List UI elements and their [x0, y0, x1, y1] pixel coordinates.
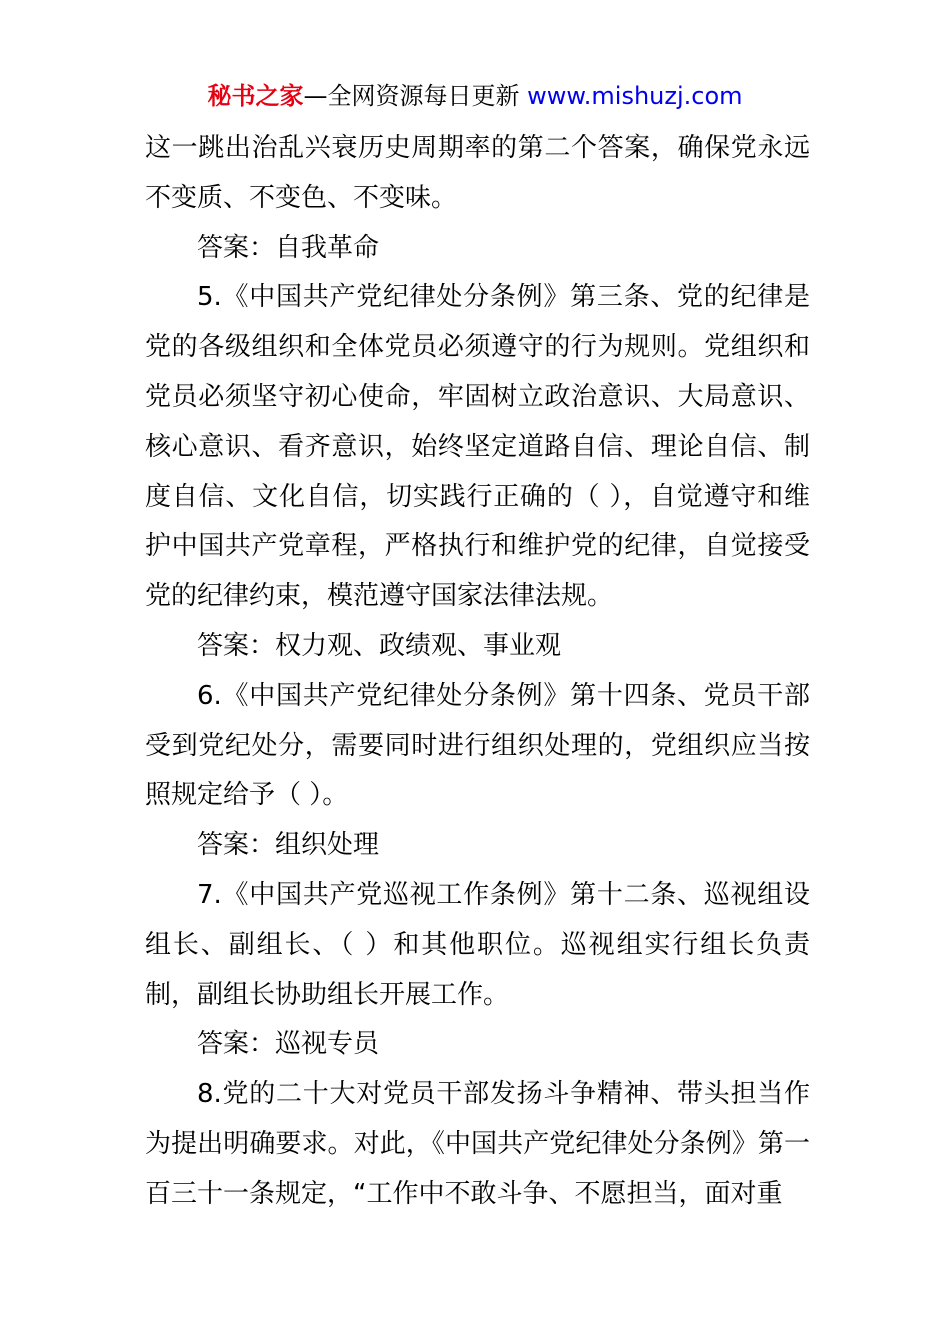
brand-name: 秘书之家 — [207, 82, 304, 110]
page-header — [0, 80, 950, 112]
header-slogan: —全网资源每日更新 — [303, 82, 528, 110]
question-5: 5.《中国共产党纪律处分条例》第三条、党的纪律是党的各级组织和全体党员必须遵守的行为规则。党组织和党员必须坚守初心使命，牢固树立政治意识、大局意识、核心意识、看齐意识，始终坚定道路自信、理论自信、制度自信、文化自信，切实践行正确的（ ），自觉遵守和维护中国共产党章程，严格执行和维护党的纪律，自觉接受党的纪律约束，模范遵守国家法律法规。 — [145, 282, 810, 612]
website-link[interactable]: www.mishuzj.com — [527, 82, 743, 110]
question-8: 8.党的二十大对党员干部发扬斗争精神、带头担当作为提出明确要求。对此，《中国共产党纪律处分条例》第一百三十一条规定，“工作中不敢斗争、不愿担当，面对重 — [145, 1079, 810, 1209]
answer-5: 答案：权力观、政绩观、事业观 — [197, 630, 562, 661]
paragraph-continuation: 这一跳出治乱兴衰历史周期率的第二个答案，确保党永远不变质、不变色、不变味。 — [145, 133, 810, 213]
answer-4: 答案：自我革命 — [197, 232, 380, 263]
question-6: 6.《中国共产党纪律处分条例》第十四条、党员干部受到党纪处分，需要同时进行组织处理的，党组织应当按照规定给予（ ）。 — [145, 680, 810, 811]
answer-7: 答案：巡视专员 — [197, 1029, 380, 1060]
answer-6: 答案：组织处理 — [197, 830, 380, 861]
document-body — [145, 124, 810, 1220]
question-7: 7.《中国共产党巡视工作条例》第十二条、巡视组设组长、副组长、（ ）和其他职位。巡视组实行组长负责制，副组长协助组长开展工作。 — [145, 879, 810, 1010]
